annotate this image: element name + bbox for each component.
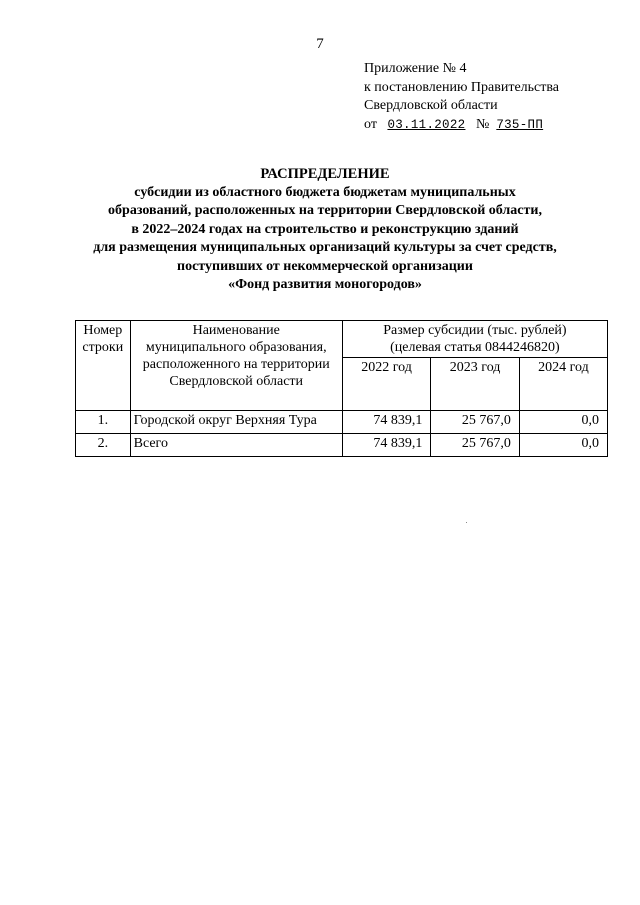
- municipality-name: Всего: [130, 434, 342, 457]
- title-line: «Фонд развития моногородов»: [228, 277, 422, 292]
- title-line: образований, расположенных на территории Свердловской области,: [108, 203, 542, 218]
- header-text: (целевая статья 0844246820): [390, 340, 560, 355]
- appendix-line-3: Свердловской области: [364, 98, 498, 113]
- header-year-2022: 2022 год: [342, 358, 431, 411]
- header-text: Свердловской области: [169, 374, 304, 389]
- header-text: Размер субсидии (тыс. рублей): [383, 323, 567, 338]
- header-year-2023: 2023 год: [431, 358, 520, 411]
- header-text: расположенного на территории: [142, 357, 330, 372]
- value-2022: 74 839,1: [342, 434, 431, 457]
- title-line: субсидии из областного бюджета бюджетам муниципальных: [134, 184, 516, 200]
- appendix-line-2: к постановлению Правительства: [364, 79, 560, 95]
- header-municipality: [130, 321, 342, 411]
- row-number: 2.: [76, 434, 131, 457]
- scan-speck: [466, 522, 467, 523]
- title-heading: РАСПРЕДЕЛЕНИЕ: [260, 166, 390, 182]
- value-2023: 25 767,0: [431, 434, 520, 457]
- title-line: поступивших от некоммерческой организации: [177, 258, 473, 274]
- value-2022: 74 839,1: [342, 411, 431, 434]
- title-line: в 2022–2024 годах на строительство и реконструкцию зданий: [131, 221, 519, 237]
- appendix-date-line: [364, 116, 559, 135]
- row-number: 1.: [76, 411, 131, 434]
- municipality-name: Городской округ Верхняя Тура: [130, 411, 342, 434]
- header-text: Наименование: [192, 323, 280, 338]
- appendix-line-1: Приложение № 4: [364, 61, 467, 76]
- number-label: №: [475, 116, 490, 132]
- header-row-number: [76, 321, 131, 411]
- header-text: муниципального образования,: [145, 340, 327, 355]
- from-label: от: [364, 116, 377, 132]
- header-text: строки: [82, 340, 124, 355]
- title-line: для размещения муниципальных организаций культуры за счет средств,: [93, 240, 557, 255]
- header-text: Номер: [83, 323, 123, 338]
- subsidy-table: [75, 320, 608, 457]
- document-title: [0, 165, 640, 295]
- header-subsidy: [342, 321, 607, 358]
- table-row: [76, 434, 608, 457]
- appendix-block: [364, 60, 559, 134]
- page-number: 7: [316, 36, 324, 52]
- value-2024: 0,0: [519, 434, 607, 457]
- value-2024: 0,0: [519, 411, 607, 434]
- resolution-date: 03.11.2022: [387, 117, 466, 132]
- header-row: [76, 321, 608, 358]
- value-2023: 25 767,0: [431, 411, 520, 434]
- resolution-number: 735-ПП: [496, 117, 544, 132]
- table-row: [76, 411, 608, 434]
- header-year-2024: 2024 год: [519, 358, 607, 411]
